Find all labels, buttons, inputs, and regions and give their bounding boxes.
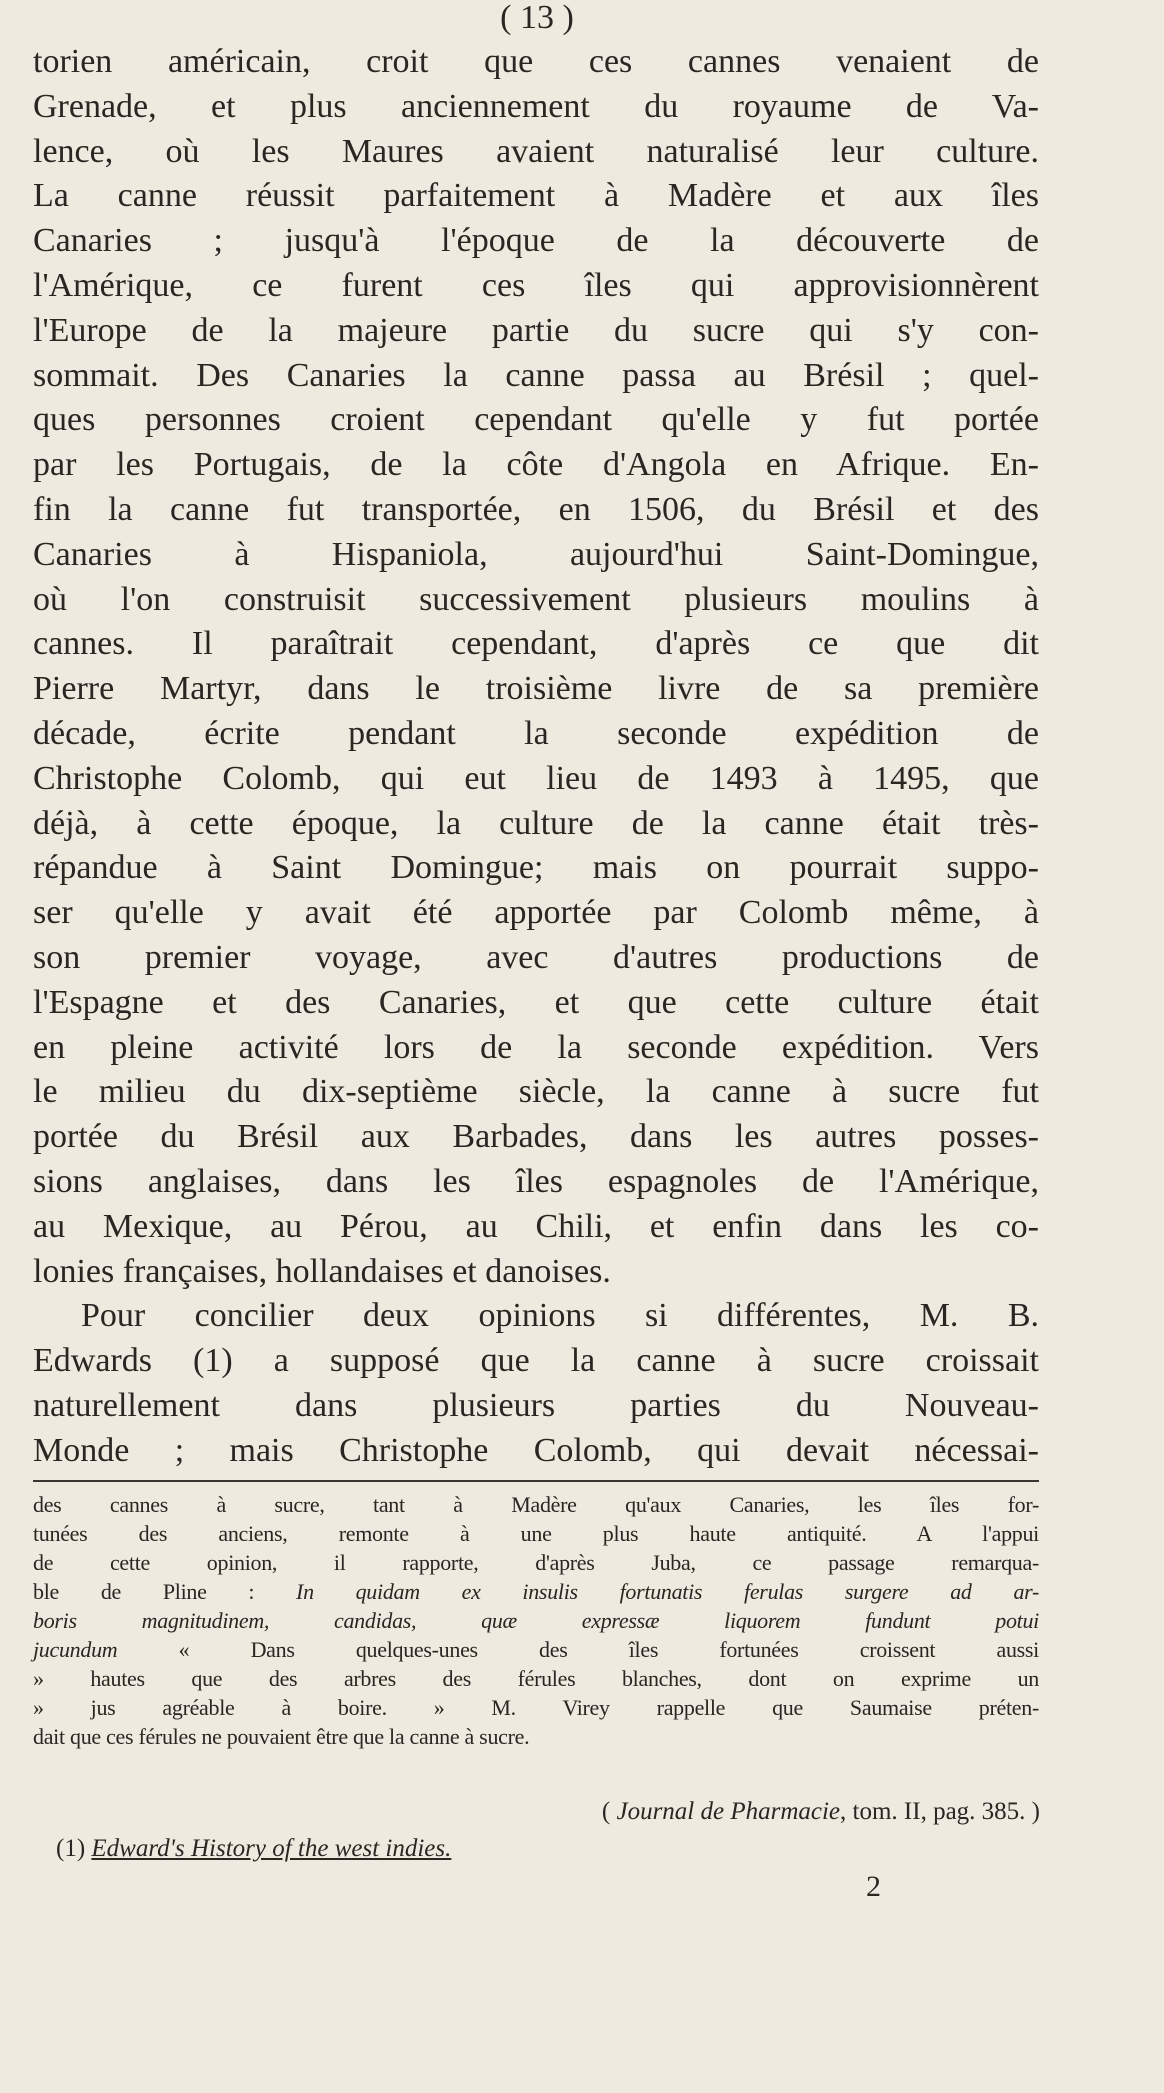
- text-line: lonies françaises, hollandaises et danoises.: [33, 1252, 611, 1290]
- text-line: au Mexique, au Pérou, au Chili, et enfin dans les co-: [33, 1207, 1039, 1245]
- footnote-roman-text: « Dans quelques-unes des îles fortunées croissent aussi: [117, 1637, 1039, 1662]
- text-line: fin la canne fut transportée, en 1506, du Brésil et des: [33, 490, 1039, 528]
- text-line: le milieu du dix-septième siècle, la canne à sucre fut: [33, 1073, 1039, 1111]
- footnote-line: [33, 1490, 1039, 1519]
- text-line: sommait. Des Canaries la canne passa au Brésil ; quel-: [33, 356, 1039, 394]
- text-line: répandue à Saint Domingue; mais on pourrait suppo-: [33, 849, 1039, 887]
- footnote-line: [33, 1519, 1039, 1548]
- text-line: où l'on construisit successivement plusieurs moulins à: [33, 580, 1039, 618]
- text-line: La canne réussit parfaitement à Madère et aux îles: [33, 177, 1039, 215]
- text-line: Monde ; mais Christophe Colomb, qui devait nécessai-: [33, 1431, 1039, 1469]
- footnote-latin-text: In quidam ex insulis fortunatis ferulas surgere ad ar-: [296, 1579, 1039, 1604]
- text-line: sions anglaises, dans les îles espagnoles de l'Amérique,: [33, 1162, 1039, 1200]
- footnote-roman-text: dait que ces férules ne pouvaient être que la canne à sucre.: [33, 1724, 530, 1749]
- footnote-roman-text: de cette opinion, il rapporte, d'après Juba, ce passage remarqua-: [33, 1550, 1039, 1575]
- footnote-line: [33, 1664, 1039, 1693]
- text-line: en pleine activité lors de la seconde expédition. Vers: [33, 1028, 1039, 1066]
- footnote-block: [33, 1490, 1039, 1751]
- footnote-marker: (1): [56, 1835, 92, 1862]
- text-line: lence, où les Maures avaient naturalisé leur culture.: [33, 132, 1039, 170]
- text-line: l'Amérique, ce furent ces îles qui approvisionnèrent: [33, 266, 1039, 304]
- footnote-line: [33, 1577, 1039, 1606]
- footnote-1: [56, 1834, 451, 1864]
- footnote-divider: [33, 1480, 1039, 1482]
- text-line: déjà, à cette époque, la culture de la canne était très-: [33, 804, 1039, 842]
- footnote-latin-text: boris magnitudinem, candidas, quæ expressæ liquorem fundunt potui: [33, 1608, 1039, 1633]
- citation: [340, 1797, 1040, 1827]
- footnote-roman-text: » jus agréable à boire. » M. Virey rappelle que Saumaise préten-: [33, 1695, 1039, 1720]
- text-line: Pierre Martyr, dans le troisième livre de sa première: [33, 670, 1039, 708]
- text-line: décade, écrite pendant la seconde expédition de: [33, 714, 1039, 752]
- text-line: torien américain, croit que ces cannes venaient de: [33, 43, 1039, 80]
- text-line: Canaries à Hispaniola, aujourd'hui Saint-Domingue,: [33, 535, 1039, 573]
- text-line: Edwards (1) a supposé que la canne à sucre croissait: [33, 1342, 1039, 1380]
- page-number: ( 13 ): [500, 0, 574, 36]
- text-line: ques personnes croient cependant qu'elle y fut portée: [33, 401, 1039, 439]
- footnote-text: Edward's History of the west indies.: [91, 1835, 452, 1862]
- text-line: Canaries ; jusqu'à l'époque de la découverte de: [33, 222, 1039, 260]
- text-line: Grenade, et plus anciennement du royaume de Va-: [33, 87, 1039, 125]
- signature-mark: 2: [866, 1870, 881, 1903]
- footnote-line: [33, 1635, 1039, 1664]
- main-text: [33, 40, 1039, 1474]
- text-line: Christophe Colomb, qui eut lieu de 1493 à 1495, que: [33, 759, 1039, 797]
- text-line: portée du Brésil aux Barbades, dans les autres posses-: [33, 1118, 1039, 1156]
- text-line: cannes. Il paraîtrait cependant, d'après ce que dit: [33, 625, 1039, 663]
- citation-source: Journal de Pharmacie: [616, 1798, 841, 1825]
- footnote-roman-text: » hautes que des arbres des férules blanches, dont on exprime un: [33, 1666, 1039, 1691]
- footnote-line: [33, 1722, 1039, 1751]
- text-line: son premier voyage, avec d'autres productions de: [33, 938, 1039, 976]
- text-line: naturellement dans plusieurs parties du Nouveau-: [33, 1386, 1039, 1424]
- footnote-line: [33, 1606, 1039, 1635]
- footnote-roman-text: des cannes à sucre, tant à Madère qu'aux Canaries, les îles for-: [33, 1492, 1039, 1517]
- text-line: l'Espagne et des Canaries, et que cette culture était: [33, 983, 1039, 1021]
- citation-open: (: [601, 1798, 617, 1825]
- footnote-roman-text: tunées des anciens, remonte à une plus haute antiquité. A l'appui: [33, 1521, 1039, 1546]
- citation-rest: , tom. II, pag. 385. ): [840, 1798, 1040, 1825]
- text-line: l'Europe de la majeure partie du sucre qui s'y con-: [33, 311, 1039, 349]
- text-line: Pour concilier deux opinions si différentes, M. B.: [81, 1297, 1039, 1335]
- text-line: par les Portugais, de la côte d'Angola en Afrique. En-: [33, 446, 1039, 484]
- footnote-latin-text: jucundum: [33, 1637, 118, 1662]
- footnote-line: [33, 1693, 1039, 1722]
- footnote-roman-text: ble de Pline :: [33, 1579, 297, 1604]
- text-line: ser qu'elle y avait été apportée par Colomb même, à: [33, 894, 1039, 932]
- footnote-line: [33, 1548, 1039, 1577]
